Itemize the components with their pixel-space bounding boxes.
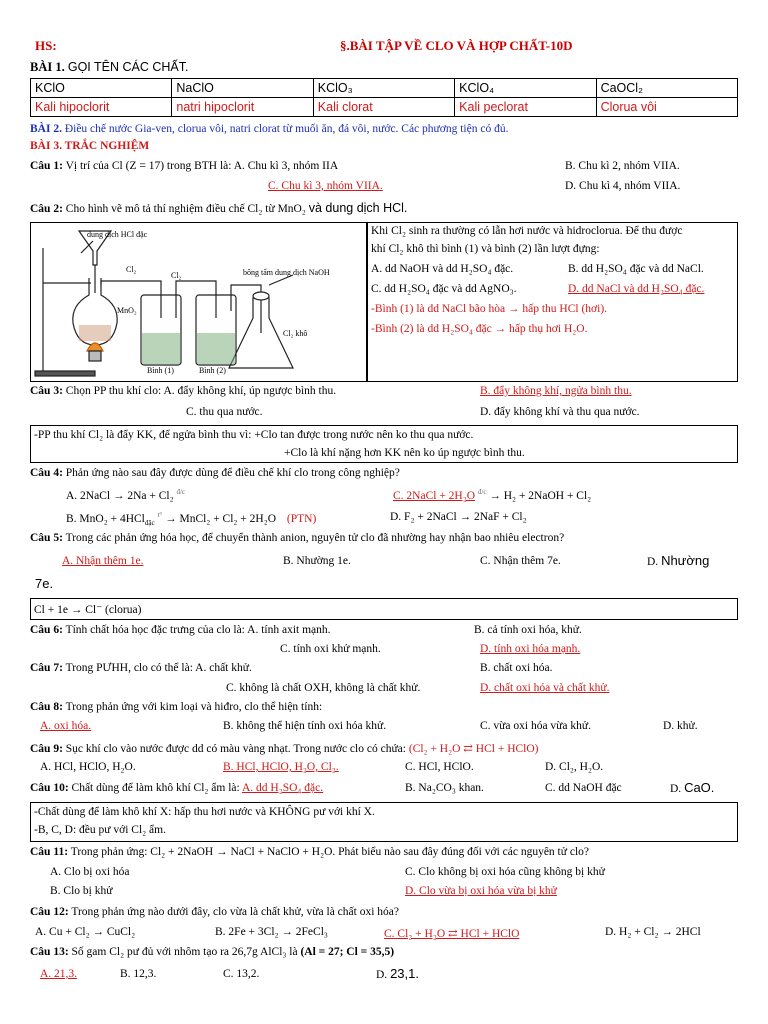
q11-option-d: D. Clo vừa bị oxi hóa vừa bị khử [405,885,557,897]
q13-masses: (Al = 27; Cl = 35,5) [300,946,395,958]
q10-stem-line [30,782,323,794]
apparatus-diagram [31,223,366,381]
q5-option-d-tail: 7e. [35,576,54,591]
q5-option-a: A. Nhận thêm 1e. [62,555,144,567]
q8-option-d: D. khử. [663,720,698,732]
q6-label: Câu 6: [30,624,63,636]
q5-option-d-line [647,553,709,568]
q9-option-b: B. HCl, HClO, H₂O, Cl₂. [223,761,339,773]
q8-stem-line [30,701,322,713]
hcl-label: dung dịch HCl đặc [87,230,148,239]
q7-label: Câu 7: [30,662,63,674]
q1-option-a: A. Chu kì 3, nhóm IIA [233,160,339,172]
q4-option-c: C. 2NaCl + 2H₂O [393,489,476,502]
q3-explanation-box [30,425,738,463]
q10-option-a: A. dd H₂SO₄ đặc. [241,782,324,794]
names-table [30,78,738,117]
name-cell: Clorua vôi [596,98,737,117]
q5-option-b: B. Nhường 1e. [283,555,351,567]
q2-text-box [367,222,738,382]
q7-option-d: D. chất oxi hóa và chất khử. [480,682,610,694]
q2-stem-tail: và dung dịch HCl. [308,201,408,215]
q1-stem: Vị trí của Cl (Z = 17) trong BTH là: [65,160,232,172]
q4-cond-a: đ/c [176,488,186,496]
q11-option-a: A. Clo bị oxi hóa [50,866,130,878]
q2-stem: Cho hình vẽ mô tả thí nghiệm điều chế Cl₂ từ MnO₂ [65,203,306,215]
q10-option-d-text: CaO. [684,780,715,795]
q3-option-b: B. đẩy không khí, ngửa bình thu. [480,385,632,397]
q5-label: Câu 5: [30,532,63,544]
q12-option-a: A. Cu + Cl₂ → CuCl₂ [35,926,136,938]
q13-stem-line [30,946,394,958]
q5-stem-line [30,532,564,544]
cotton-label: bông tẩm dung dịch NaOH [243,268,330,277]
q9-option-d: D. Cl₂, H₂O. [545,761,604,773]
bai3-heading: BÀI 3. TRẮC NGHIỆM [30,140,150,152]
page-title: §.BÀI TẬP VỀ CLO VÀ HỢP CHẤT-10D [340,38,573,53]
bottle-2-liquid [197,333,235,364]
q6-option-a: A. tính axit mạnh. [247,624,331,636]
bai2-line [30,123,508,135]
q3-stem: Chọn PP thu khí clo: [65,385,162,397]
name-cell: Kali hipoclorit [31,98,172,117]
formula-cell: KClO₄ [455,79,596,98]
q5-option-d-text: Nhường [661,553,710,568]
q9-option-c: C. HCl, HClO. [405,761,474,773]
q13-option-a: A. 21,3. [40,968,78,980]
q12-stem: Trong phản ứng nào dưới đây, clo vừa là chất khử, vừa là chất oxi hóa? [71,906,399,918]
q5-option-c: C. Nhận thêm 7e. [480,555,561,567]
cl2-label-1: Cl₂ [126,265,137,274]
q6-option-c: C. tính oxi khử mạnh. [280,643,381,655]
q4-cond-b: đặc [144,519,155,528]
bai1-heading [30,60,188,75]
q5-option-d: D. [647,556,659,568]
q4-arrow-c: → [489,489,501,502]
q10-explanation-box [30,802,738,842]
q4-stem: Phản ứng nào sau đây được dùng để điều chế khí clo trong công nghiệp? [65,467,400,479]
q2-figure [30,222,367,382]
formula-cell: CaOCl₂ [596,79,737,98]
q3-option-a: A. đẩy không khí, úp ngược bình thu. [163,385,337,397]
formula-cell: NaClO [172,79,313,98]
q11-stem: Trong phản ứng: Cl₂ + 2NaOH → NaCl + NaClO + H₂O. Phát biểu nào sau đây đúng đối với các nguyên tử clo? [70,846,590,858]
q5-explanation-box [30,598,738,620]
q10-explanation-2: -B, C, D: đều pư với Cl₂ ẩm. [34,824,166,836]
q1-label: Câu 1: [30,160,63,172]
q4-option-b-products: MnCl₂ + Cl₂ + 2H₂O [179,512,277,525]
q4-cond-d: t° [157,511,163,519]
q9-stem: Sục khí clo vào nước được dd có màu vàng nhạt. Trong nước clo có chứa: [65,743,406,755]
q11-option-b: B. Clo bị khử [50,885,113,897]
stand-base [35,371,95,376]
name-cell: natri hipoclorit [172,98,313,117]
q4-option-c-products: H₂ + 2NaOH + Cl₂ [503,489,592,502]
q4-option-a [66,488,185,502]
q4-option-b: B. MnO₂ + 4HCl [66,512,145,525]
q3-explanation-2: +Clo là khí nặng hơn KK nên ko úp ngược bình thu. [284,447,525,459]
q2-option-b: B. dd H₂SO₄ đặc và dd NaCl. [568,263,704,275]
q7-stem-line [30,662,252,674]
q12-label: Câu 12: [30,906,69,918]
q6-option-b: B. cả tính oxi hóa, khử. [474,624,582,636]
q1-option-d: D. Chu kì 4, nhóm VIIA. [565,180,681,192]
q10-option-d: D. [670,783,682,795]
q2-stem-line [30,201,407,215]
q10-stem: Chất dùng để làm khô khí Cl₂ ẩm là: [71,782,240,794]
bai2-label: BÀI 2. [30,123,62,135]
q3-stem-line [30,385,336,397]
q8-label: Câu 8: [30,701,63,713]
bai1-label: BÀI 1. [30,60,65,74]
q8-option-a: A. oxi hóa. [40,720,92,732]
q2-option-a: A. dd NaOH và dd H₂SO₄ đặc. [371,263,514,275]
q2-explanation-1: -Bình (1) là dd NaCl bão hòa → hấp thu HCl (hơi). [371,303,608,315]
q7-stem: Trong PƯHH, clo có thể là: [65,662,193,674]
q13-option-c: C. 13,2. [223,968,260,980]
q10-option-c: C. dd NaOH đặc [545,782,622,794]
student-label: HS: [35,38,57,53]
q3-option-c: C. thu qua nước. [186,406,263,418]
q5-explanation: Cl + 1e → Cl⁻ (clorua) [34,604,142,616]
q4-option-b-line [66,511,316,527]
bai1-title: GỌI TÊN CÁC CHẤT. [67,60,189,74]
q4-arrow-b: → [165,512,177,525]
q8-option-c: C. vừa oxi hóa vừa khử. [480,720,592,732]
flask1-label: Bình (1) [147,366,174,375]
q13-option-d-text: 23,1. [390,966,419,981]
q11-label: Câu 11: [30,846,69,858]
flask2-label: Bình (2) [199,366,226,375]
q5-stem: Trong các phản ứng hóa học, để chuyển thành anion, nguyên tử clo đã nhường hay nhận bao nhiêu electron? [65,532,565,544]
q10-label: Câu 10: [30,782,69,794]
q7-option-b: B. chất oxi hóa. [480,662,553,674]
flask-liquid [79,325,111,341]
q9-option-a: A. HCl, HClO, H₂O. [40,761,136,773]
q4-cond-c: đ/c [477,488,487,496]
q2-label: Câu 2: [30,203,63,215]
mno2-label: MnO₂ [117,306,137,315]
name-row [31,98,738,117]
q12-stem-line [30,906,399,918]
q10-option-b: B. Na₂CO₃ khan. [405,782,484,794]
q1-stem-line [30,160,338,172]
q2-box-line2: khí Cl₂ khô thì bình (1) và bình (2) lần lượt đựng: [371,243,600,255]
q12-option-c: C. Cl₂ + H₂O ⇄ HCl + HClO [384,928,520,940]
q2-option-c: C. dd H₂SO₄ đặc và dd AgNO₃. [371,283,517,295]
bottle-1-liquid [142,333,180,364]
q12-option-d: D. H₂ + Cl₂ → 2HCl [605,926,701,938]
formula-cell: KClO [31,79,172,98]
q6-option-d: D. tính oxi hóa mạnh. [480,643,581,655]
q6-stem: Tính chất hóa học đặc trưng của clo là: [65,624,245,636]
q13-option-b: B. 12,3. [120,968,157,980]
q9-stem-line [30,741,539,755]
q1-option-b: B. Chu kì 2, nhóm VIIA. [565,160,680,172]
q4-label: Câu 4: [30,467,63,479]
q3-label: Câu 3: [30,385,63,397]
q13-stem: Số gam Cl₂ pư đủ với nhôm tạo ra 26,7g AlCl₃ là [71,946,298,958]
q1-option-c: C. Chu kì 3, nhóm VIIA. [268,180,383,192]
bai2-text: Điều chế nước Gia-ven, clorua vôi, natri clorat từ muối ăn, đá vôi, nước. Các phương tiện có đủ. [64,123,509,135]
q13-option-d: D. [376,969,388,981]
q4-option-d: D. F₂ + 2NaCl → 2NaF + Cl₂ [390,511,527,523]
q2-option-d: D. dd NaCl và dd H₂SO₄ đặc. [568,283,705,295]
q8-option-b: B. không thể hiện tính oxi hóa khử. [223,720,387,732]
formula-cell: KClO₃ [313,79,454,98]
q11-option-c: C. Clo không bị oxi hóa cũng không bị khử [405,866,605,878]
q12-option-b: B. 2Fe + 3Cl₂ → 2FeCl₃ [215,926,328,938]
formula-row [31,79,738,98]
burner [89,351,101,361]
cl2-label-2: Cl₂ [171,271,182,280]
name-cell: Kali peclorat [455,98,596,117]
q2-box-line1: Khi Cl₂ sinh ra thường có lẫn hơi nước và hidroclorua. Để thu được [371,225,683,237]
q8-stem: Trong phản ứng với kim loại và hiđro, clo thể hiện tính: [65,701,323,713]
q4-option-a-text: A. 2NaCl → 2Na + Cl₂ [66,489,174,502]
q4-stem-line [30,467,400,479]
dry-label: Cl₂ khô [283,329,308,338]
q2-explanation-2: -Bình (2) là dd H₂SO₄ đặc → hấp thụ hơi H₂O. [371,323,588,335]
cotton-plug [253,292,269,300]
q7-option-a: A. chất khử. [195,662,252,674]
q13-option-d-line [376,966,419,981]
q10-option-d-line [670,780,714,795]
q9-label: Câu 9: [30,743,63,755]
q3-option-d: D. đẩy không khí và thu qua nước. [480,406,640,418]
q6-stem-line [30,624,331,636]
name-cell: Kali clorat [313,98,454,117]
q13-label: Câu 13: [30,946,69,958]
q3-explanation-1: -PP thu khí Cl₂ là đẩy KK, để ngửa bình thu vì: +Clo tan được trong nước nên ko thu qua nước. [34,429,474,441]
q4-ptn-note: (PTN) [286,512,317,525]
q9-equation: (Cl₂ + H₂O ⇄ HCl + HClO) [408,743,539,755]
q11-stem-line [30,846,589,858]
q10-explanation-1: -Chất dùng để làm khô khí X: hấp thu hơi nước và KHÔNG pư với khí X. [34,806,375,818]
q4-option-c-line [393,488,591,502]
q7-option-c: C. không là chất OXH, không là chất khử. [226,682,421,694]
